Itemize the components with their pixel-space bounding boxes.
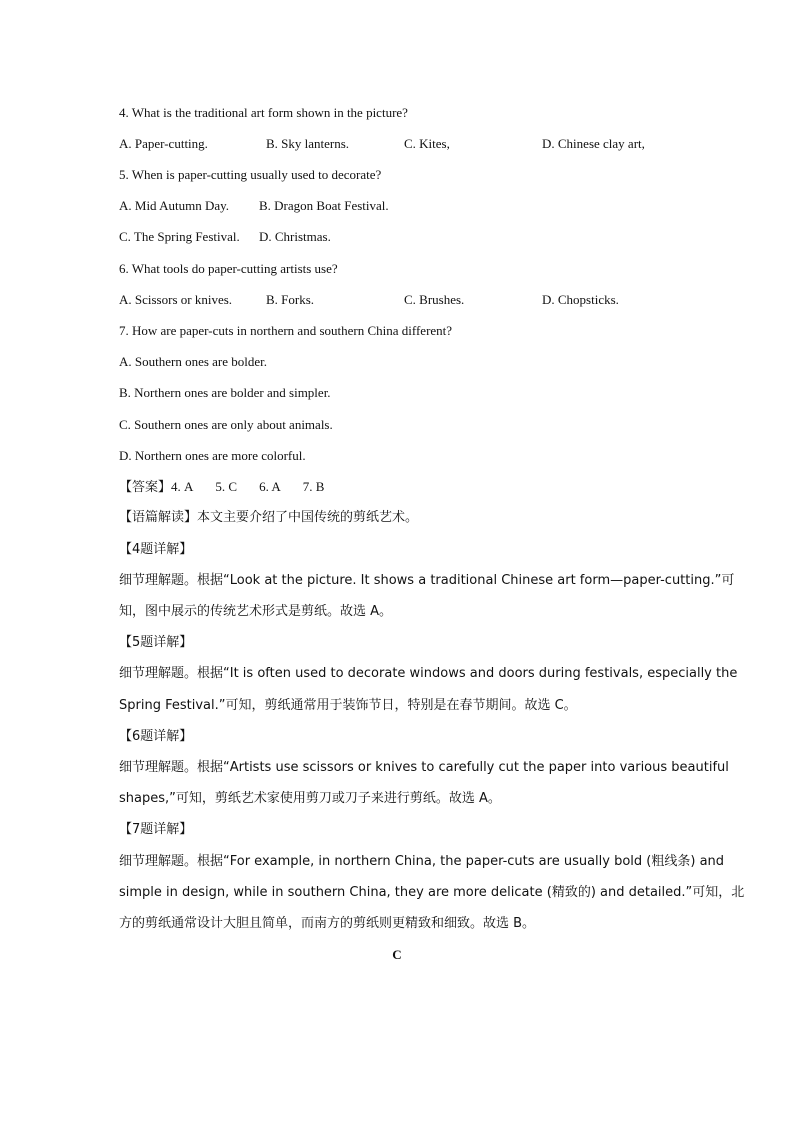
q7-option-d: D. Northern ones are more colorful. <box>119 448 306 463</box>
detail-5-heading: 【5题详解】 <box>119 635 193 650</box>
summary-label: 【语篇解读】 <box>119 510 198 525</box>
question-6-options <box>119 291 679 309</box>
question-5-options-row-1 <box>119 197 679 215</box>
q5-option-d: D. Christmas. <box>259 229 331 244</box>
detail-5-line-2: Spring Festival.”可知，剪纸通常用于装饰节日，特别是在春节期间。故选 C。 <box>119 698 577 713</box>
question-7-text: 7. How are paper-cuts in northern and southern China different? <box>119 323 453 338</box>
question-4-options <box>119 135 679 153</box>
detail-7-line-3: 方的剪纸通常设计大胆且简单，而南方的剪纸则更精致和细致。故选 B。 <box>119 916 536 931</box>
detail-6-line-2: shapes,”可知，剪纸艺术家使用剪刀或刀子来进行剪纸。故选 A。 <box>119 791 501 806</box>
question-5-options-row-2 <box>119 228 679 246</box>
answer-item-4: 4. A <box>171 479 194 494</box>
q5-option-a: A. Mid Autumn Day. <box>119 198 230 213</box>
detail-7-line-1: 细节理解题。根据“For example, in northern China, the paper-cuts are usually bold (粗线条) and <box>119 854 725 869</box>
q6-option-a: A. Scissors or knives. <box>119 292 233 307</box>
passage-summary <box>119 509 679 527</box>
q6-option-c: C. Brushes. <box>404 292 465 307</box>
q6-option-b: B. Forks. <box>266 292 315 307</box>
page-mark: C <box>392 947 402 962</box>
q5-option-c: C. The Spring Festival. <box>119 229 240 244</box>
detail-6-line-1: 细节理解题。根据“Artists use scissors or knives to carefully cut the paper into various beautiful <box>119 760 729 775</box>
q7-option-b: B. Northern ones are bolder and simpler. <box>119 385 331 400</box>
detail-6-heading: 【6题详解】 <box>119 729 193 744</box>
question-5-text: 5. When is paper-cutting usually used to decorate? <box>119 167 382 182</box>
summary-text: 本文主要介绍了中国传统的剪纸艺术。 <box>197 510 419 525</box>
q7-option-c: C. Southern ones are only about animals. <box>119 417 333 432</box>
question-4-text: 4. What is the traditional art form shown in the picture? <box>119 105 408 120</box>
answer-item-7: 7. B <box>302 479 325 494</box>
q4-option-d: D. Chinese clay art, <box>542 136 645 151</box>
q4-option-c: C. Kites, <box>404 136 450 151</box>
q4-option-b: B. Sky lanterns. <box>266 136 350 151</box>
detail-7-heading: 【7题详解】 <box>119 822 193 837</box>
q6-option-d: D. Chopsticks. <box>542 292 619 307</box>
answer-item-6: 6. A <box>259 479 281 494</box>
q5-option-b: B. Dragon Boat Festival. <box>259 198 389 213</box>
detail-5-line-1: 细节理解题。根据“It is often used to decorate windows and doors during festivals, especially the <box>119 666 738 681</box>
detail-4-heading: 【4题详解】 <box>119 542 193 557</box>
answer-key <box>119 478 679 497</box>
question-6-text: 6. What tools do paper-cutting artists use? <box>119 261 338 276</box>
detail-7-line-2: simple in design, while in southern China, they are more delicate (精致的) and detailed.”可知，北 <box>119 885 745 900</box>
detail-4-line-1: 细节理解题。根据“Look at the picture. It shows a traditional Chinese art form—paper-cutting.”可 <box>119 573 735 588</box>
answer-item-5: 5. C <box>215 479 238 494</box>
q4-option-a: A. Paper-cutting. <box>119 136 208 151</box>
answer-label: 【答案】 <box>119 480 172 495</box>
q7-option-a: A. Southern ones are bolder. <box>119 354 268 369</box>
detail-4-line-2: 知，图中展示的传统艺术形式是剪纸。故选 A。 <box>119 604 393 619</box>
